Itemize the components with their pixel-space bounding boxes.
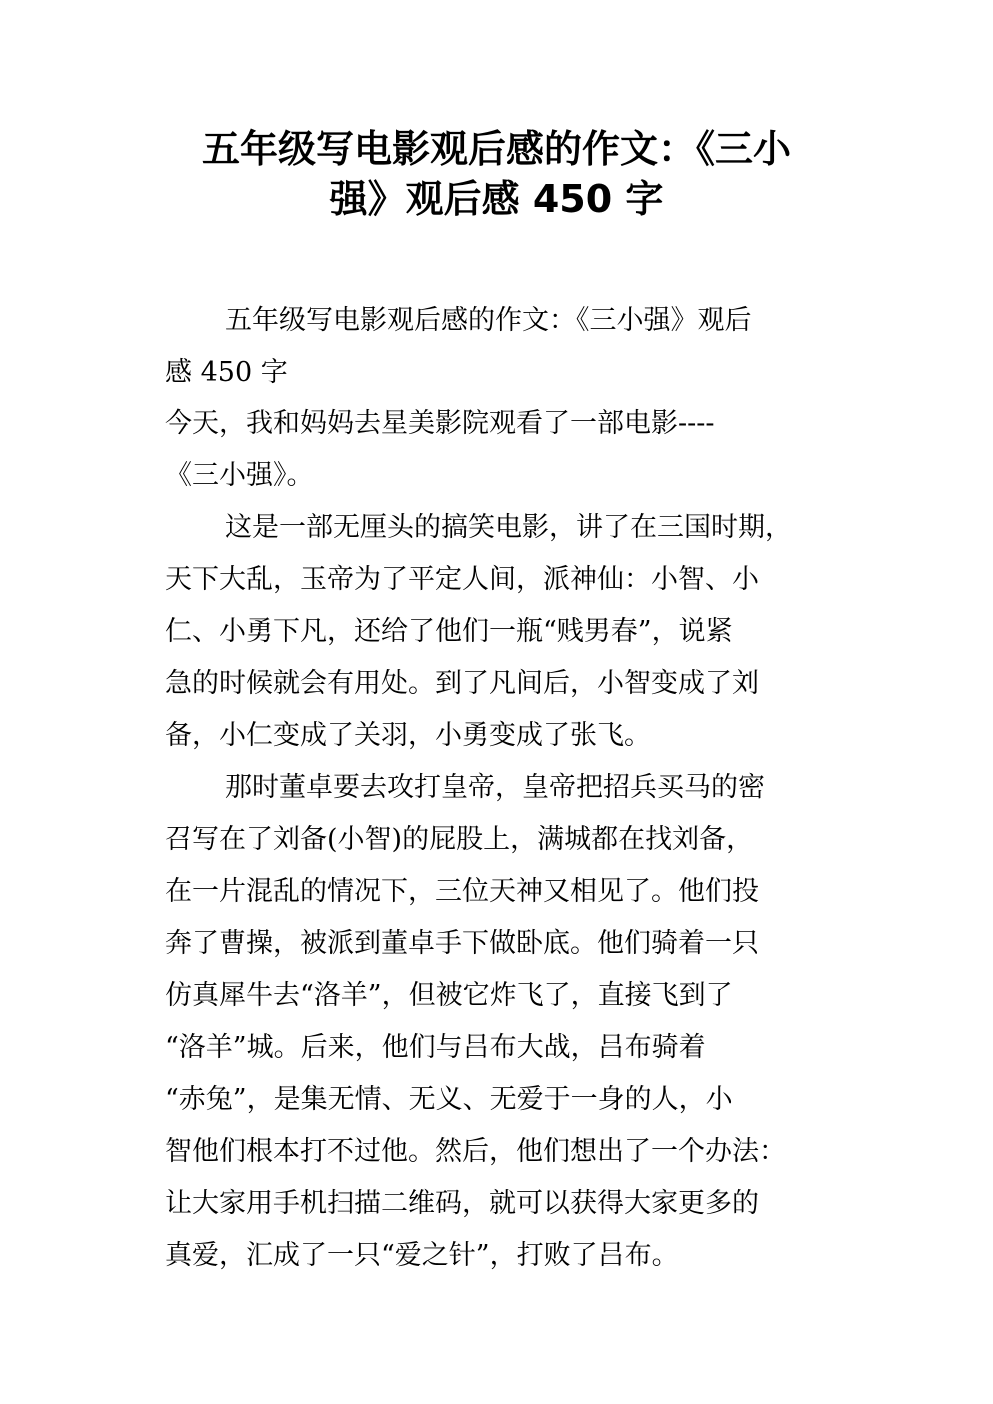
body-line: 那时董卓要去攻打皇帝，皇帝把招兵买马的密 (225, 772, 765, 803)
body-line: 天下大乱，玉帝为了平定人间，派神仙：小智、小 (165, 564, 759, 595)
body-line: 让大家用手机扫描二维码，就可以获得大家更多的 (165, 1188, 759, 1219)
body-line: 备，小仁变成了关羽，小勇变成了张飞。 (165, 720, 651, 751)
body-line: 今天，我和妈妈去星美影院观看了一部电影---- (165, 408, 715, 439)
body-line: 真爱，汇成了一只“爱之针”，打败了吕布。 (165, 1240, 679, 1271)
body-line: 召写在了刘备(小智)的屁股上，满城都在找刘备， (165, 824, 754, 855)
body-line: 在一片混乱的情况下，三位天神又相见了。他们投 (165, 876, 759, 907)
body-line: 这是一部无厘头的搞笑电影，讲了在三国时期， (225, 512, 792, 543)
body-line: 仁、小勇下凡，还给了他们一瓶“贱男春”，说紧 (165, 616, 733, 647)
body-line: 《三小强》。 (165, 460, 314, 491)
body-line: “洛羊”城。后来，他们与吕布大战，吕布骑着 (165, 1032, 706, 1063)
body-line: 五年级写电影观后感的作文：《三小强》观后 (225, 305, 752, 336)
body-line: 奔了曹操，被派到董卓手下做卧底。他们骑着一只 (165, 928, 759, 959)
document-title-line-2: 强》观后感 450 字 (329, 177, 664, 221)
body-line: 智他们根本打不过他。然后，他们想出了一个办法： (165, 1136, 786, 1167)
body-line: “赤兔”，是集无情、无义、无爱于一身的人，小 (165, 1084, 733, 1115)
body-line: 急的时候就会有用处。到了凡间后，小智变成了刘 (165, 668, 759, 699)
body-line: 感 450 字 (165, 357, 288, 388)
document-title-line-1: 五年级写电影观后感的作文：《三小 (201, 127, 791, 171)
body-line: 仿真犀牛去“洛羊”，但被它炸飞了，直接飞到了 (165, 980, 733, 1011)
